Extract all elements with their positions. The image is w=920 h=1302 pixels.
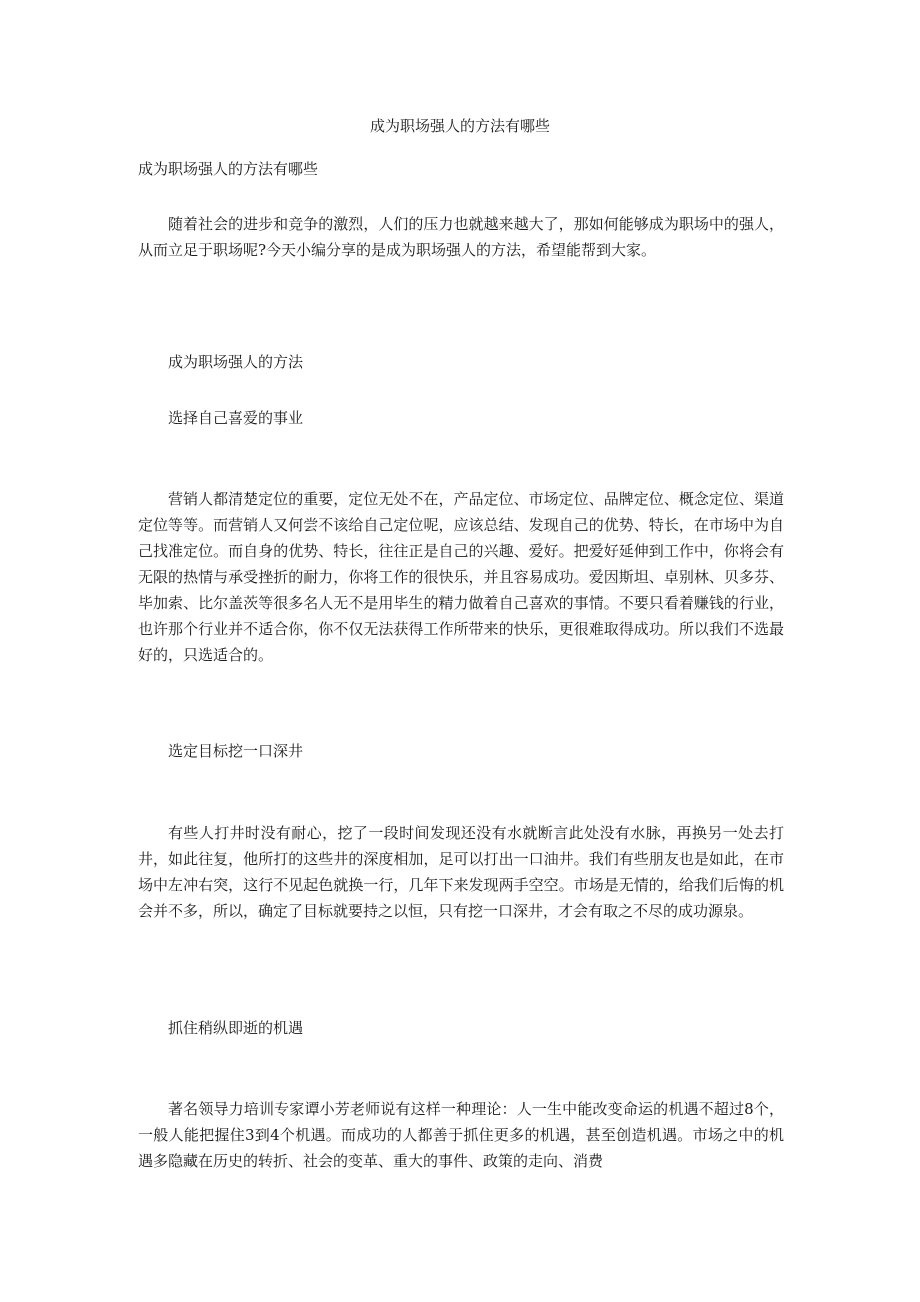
section-1-heading: 选择自己喜爱的事业	[168, 409, 304, 427]
section-heading: 成为职场强人的方法	[168, 353, 304, 371]
section-3-paragraph: 著名领导力培训专家谭小芳老师说有这样一种理论：人一生中能改变命运的机遇不超过8个，一般人能把握住3到4个机遇。而成功的人都善于抓住更多的机遇，甚至创造机遇。市场之中的机遇多隐藏在历史的转折、社会的变革、重大的事件、政策的走向、消费	[138, 1100, 784, 1170]
section-1-paragraph: 营销人都清楚定位的重要，定位无处不在，产品定位、市场定位、品牌定位、概念定位、渠道定位等等。而营销人又何尝不该给自己定位呢，应该总结、发现自己的优势、特长，在市场中为自己找准定位。而自身的优势、特长，往往正是自己的兴趣、爱好。把爱好延伸到工作中，你将会有无限的热情与承受挫折的耐力，你将工作的很快乐，并且容易成功。爱因斯坦、卓别林、贝多芬、毕加索、比尔盖茨等很多名人无不是用毕生的精力做着自己喜欢的事情。不要只看着赚钱的行业，也许那个行业并不适合你，你不仅无法获得工作所带来的快乐，更很难取得成功。所以我们不选最好的，只选适合的。	[138, 490, 784, 664]
document-title: 成为职场强人的方法有哪些	[369, 117, 550, 135]
intro-paragraph: 随着社会的进步和竞争的激烈，人们的压力也就越来越大了，那如何能够成为职场中的强人，从而立足于职场呢?今天小编分享的是成为职场强人的方法，希望能帮到大家。	[138, 215, 784, 259]
section-2-paragraph: 有些人打井时没有耐心，挖了一段时间发现还没有水就断言此处没有水脉，再换另一处去打井，如此往复，他所打的这些井的深度相加，足可以打出一口油井。我们有些朋友也是如此，在市场中左冲右突，这行不见起色就换一行，几年下来发现两手空空。市场是无情的，给我们后悔的机会并不多，所以，确定了目标就要持之以恒，只有挖一口深井，才会有取之不尽的成功源泉。	[138, 824, 784, 920]
section-3-heading: 抓住稍纵即逝的机遇	[168, 1019, 304, 1037]
section-2-heading: 选定目标挖一口深井	[168, 742, 304, 760]
document-subtitle: 成为职场强人的方法有哪些	[138, 160, 319, 178]
